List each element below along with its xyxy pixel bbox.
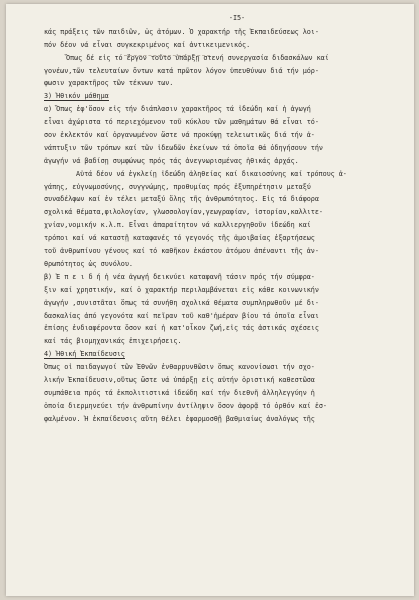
text-line: συναδέλφων καί ἐν τέλει μεταξύ ὅλης τῆς ἀνθρωπότητος. Εἰς τά διάφορα bbox=[44, 195, 319, 204]
text-line: φωσιν χαρακτῆρος τῶν τέκνων των. bbox=[44, 79, 174, 88]
text-line: κάς πράξεις τῶν παιδιῶν, ὡς ἀτόμων. Ὁ χαρακτήρ τῆς Ἐκπαιδεύσεως λοι- bbox=[44, 27, 319, 36]
text-line: σχολικά θέματα,φιλολογίαν, γλωσσολογίαν,γεωγραφίαν, ἱστορίαν,καλλιτε- bbox=[44, 208, 323, 217]
text-line: α) Ὅπως ἐφ'ὅσον εἰς τήν διάπλασιν χαρακτῆρος τά ἰδεώδη καί ἡ ἀγωγή bbox=[44, 105, 311, 114]
paragraph bbox=[44, 26, 404, 52]
text-line: σον ἐκλεκτόν καί ὀργανωμένον ὥστε νά προκύψῃ τελειωτικῶς διά τήν ἀ- bbox=[44, 131, 315, 140]
text-line: τρόποι καί νά καταστῇ καταφανές τό γεγονός τῆς ἀμοιβαίας ἐξαρτήσεως bbox=[44, 234, 315, 243]
text-line: τοῦ ἀνθρωπίνου γένους καί τό καθῆκον ἑκάστου ἀτόμου ἀπέναντι τῆς ἀν- bbox=[44, 247, 319, 256]
section-heading bbox=[44, 90, 404, 103]
text-line: θρωπότητος ὡς συνόλου. bbox=[44, 259, 133, 268]
text-line: Ὅπως δέ εἰς τό ἔργον τοῦτο ὑπάρξῃ στενή συνεργασία διδασκάλων καί bbox=[66, 53, 329, 62]
text-line: ἐπίσης ἐνδιαφέροντα ὅσον καί ἡ κατ'οἶκον ζωή,εἰς τάς ἀστικάς σχέσεις bbox=[44, 324, 319, 333]
text-line: φαλμένον. Ἡ ἐκπαίδευσις αὕτη θέλει ἐφαρμοσθῇ βαθμιαίως ἀναλόγως τῆς bbox=[44, 414, 315, 423]
text-line: χνίαν,νομικήν κ.λ.π. Εἶναι ἀπαραίτητον νά καλλιεργηθοῦν ἰδεώδη καί bbox=[44, 221, 311, 230]
text-line: πόν δέον νά εἶναι συγκεκριμένος καί ἀντικειμενικός. bbox=[44, 40, 251, 49]
paragraph bbox=[44, 52, 404, 91]
section-heading bbox=[44, 348, 404, 361]
document-body bbox=[44, 12, 404, 426]
text-line: γονέων,τῶν τελευταίων ὄντων κατά πρῶτον λόγον ὑπευθύνων διά τήν μόρ- bbox=[44, 66, 319, 75]
text-line: ξιν καί χρηστικήν, καί ὁ χαρακτήρ περιλαμβάνεται εἰς κάθε κοινωνικήν bbox=[44, 285, 319, 294]
text-line: νάπτυξιν τῶν τρόπων καί τῶν ἰδεωδῶν ἐκείνων τά ὁποῖα θά ὁδηγήσουν τήν bbox=[44, 143, 323, 152]
text-line: Αὐτά δέον νά ἐγκλείῃ ἰδεώδη ἀληθείας καί δικαιοσύνης καί τρόπους ἀ- bbox=[76, 169, 347, 178]
text-line: δασκαλίας ἀπό γεγονότα καί πεῖραν τοῦ καθ'ἡμέραν βίου τά ὁποῖα εἶναι bbox=[44, 311, 319, 320]
text-line: καί τάς βιομηχανικάς ἐπιχειρήσεις. bbox=[44, 337, 182, 346]
paragraph bbox=[44, 103, 404, 167]
paragraph bbox=[44, 361, 404, 425]
text-line: ὁποία διερμηνεύει τήν ἀνθρωπίνην ἀντίληψιν ὅσον ἀφορᾷ τό ὀρθόν καί ἐσ- bbox=[44, 401, 327, 410]
paragraph bbox=[44, 271, 404, 348]
text-line: λικήν Ἐκπαίδευσιν,οὕτως ὥστε νά ὑπάρξῃ εἰς αὐτήν ὁριστική καθεστῶσα bbox=[44, 375, 315, 384]
text-line: γάπης, εὐγνωμοσύνης, συγγνώμης, προθυμίας πρός ἐξυπηρέτησιν μεταξύ bbox=[44, 182, 311, 191]
document-page bbox=[6, 4, 414, 596]
paragraph bbox=[44, 168, 404, 271]
text-line: συμπάθεια πρός τά ἐκπολιτιστικά ἰδεώδη καί τήν διεθνῆ ἀλληλεγγύην ἡ bbox=[44, 388, 315, 397]
text-line: ἀγωγήν ,συνιστᾶται ὅπως τά συνήθη σχολικά θέματα συμπληρωθοῦν μέ δι- bbox=[44, 298, 319, 307]
text-line: εἶναι ἀχώριστα τό περιεχόμενον τοῦ κύκλου τῶν μαθημάτων θά εἶναι τό- bbox=[44, 118, 319, 127]
section-heading-text: 4) Ἠθική Ἐκπαίδευσις bbox=[44, 350, 125, 359]
text-line: Ὅπως οἱ παιδαγωγοί τῶν Ἐθνῶν ἐνθαρρυνθῶσιν ὅπως κανονίσωσι τήν σχο- bbox=[44, 363, 315, 372]
section-heading-text: 3) Ἠθικόν μάθημα bbox=[44, 92, 109, 101]
text-line: ἀγωγήν νά βαδίσῃ συμφώνως πρός τάς ἀνεγνωρισμένας ἠθικάς ἀρχάς. bbox=[44, 156, 299, 165]
page-number: -I5- bbox=[228, 14, 246, 22]
text-line: β) Ἐ π ε ι δ ή ἡ νέα ἀγωγή δεικνύει καταφανῆ τάσιν πρός τήν σύμφρα- bbox=[44, 272, 315, 281]
